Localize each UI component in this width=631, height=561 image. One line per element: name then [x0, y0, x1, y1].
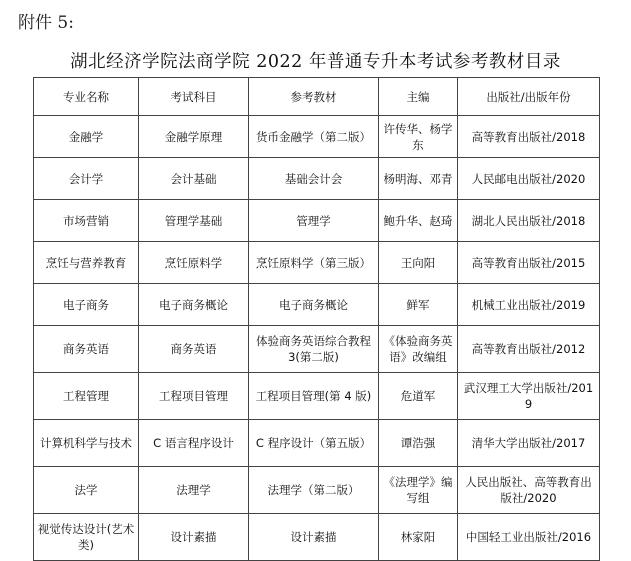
cell-publisher: 清华大学出版社/2017	[458, 420, 600, 467]
header-editor: 主编	[379, 78, 458, 116]
table-header-row	[34, 78, 600, 116]
cell-textbook: 货币金融学（第二版）	[249, 116, 379, 158]
cell-major: 商务英语	[34, 326, 139, 373]
table-row	[34, 420, 600, 467]
cell-subject: 工程项目管理	[139, 373, 249, 420]
cell-major: 计算机科学与技术	[34, 420, 139, 467]
cell-publisher: 机械工业出版社/2019	[458, 284, 600, 326]
cell-major: 金融学	[34, 116, 139, 158]
cell-textbook: C 程序设计（第五版）	[249, 420, 379, 467]
cell-publisher: 高等教育出版社/2012	[458, 326, 600, 373]
textbook-table	[33, 77, 600, 561]
cell-major: 工程管理	[34, 373, 139, 420]
table-row	[34, 373, 600, 420]
cell-publisher: 中国轻工业出版社/2016	[458, 514, 600, 561]
cell-subject: 电子商务概论	[139, 284, 249, 326]
cell-textbook: 工程项目管理(第 4 版)	[249, 373, 379, 420]
cell-subject: 商务英语	[139, 326, 249, 373]
cell-editor: 鲜军	[379, 284, 458, 326]
cell-editor: 鲍升华、赵琦	[379, 200, 458, 242]
header-major: 专业名称	[34, 78, 139, 116]
table-row	[34, 158, 600, 200]
cell-textbook: 管理学	[249, 200, 379, 242]
cell-major: 烹饪与营养教育	[34, 242, 139, 284]
cell-subject: 会计基础	[139, 158, 249, 200]
table-row	[34, 242, 600, 284]
cell-editor: 谭浩强	[379, 420, 458, 467]
table-row	[34, 284, 600, 326]
cell-textbook: 烹饪原料学（第三版）	[249, 242, 379, 284]
cell-publisher: 高等教育出版社/2015	[458, 242, 600, 284]
cell-subject: 法理学	[139, 467, 249, 514]
table-row	[34, 467, 600, 514]
cell-textbook: 体验商务英语综合教程 3(第二版)	[249, 326, 379, 373]
cell-major: 电子商务	[34, 284, 139, 326]
cell-editor: 危道军	[379, 373, 458, 420]
document-title: 湖北经济学院法商学院 2022 年普通专升本考试参考教材目录	[70, 52, 561, 72]
cell-subject: C 语言程序设计	[139, 420, 249, 467]
cell-subject: 管理学基础	[139, 200, 249, 242]
header-textbook: 参考教材	[249, 78, 379, 116]
cell-major: 市场营销	[34, 200, 139, 242]
cell-textbook: 电子商务概论	[249, 284, 379, 326]
cell-textbook: 设计素描	[249, 514, 379, 561]
cell-major: 会计学	[34, 158, 139, 200]
cell-major: 法学	[34, 467, 139, 514]
header-subject: 考试科目	[139, 78, 249, 116]
cell-subject: 烹饪原料学	[139, 242, 249, 284]
cell-textbook: 法理学（第二版）	[249, 467, 379, 514]
cell-editor: 林家阳	[379, 514, 458, 561]
cell-editor: 《体验商务英语》改编组	[379, 326, 458, 373]
cell-subject: 设计素描	[139, 514, 249, 561]
cell-publisher: 人民邮电出版社/2020	[458, 158, 600, 200]
attachment-label: 附件 5:	[18, 13, 74, 33]
table-row	[34, 116, 600, 158]
cell-editor: 许传华、杨学东	[379, 116, 458, 158]
cell-textbook: 基础会计会	[249, 158, 379, 200]
table-row	[34, 200, 600, 242]
table-row	[34, 514, 600, 561]
cell-publisher: 人民出版社、高等教育出版社/2020	[458, 467, 600, 514]
table-row	[34, 326, 600, 373]
cell-publisher: 武汉理工大学出版社/2019	[458, 373, 600, 420]
cell-editor: 王向阳	[379, 242, 458, 284]
cell-editor: 《法理学》编写组	[379, 467, 458, 514]
cell-major: 视觉传达设计(艺术类)	[34, 514, 139, 561]
cell-publisher: 高等教育出版社/2018	[458, 116, 600, 158]
cell-subject: 金融学原理	[139, 116, 249, 158]
header-publisher: 出版社/出版年份	[458, 78, 600, 116]
cell-editor: 杨明海、邓青	[379, 158, 458, 200]
cell-publisher: 湖北人民出版社/2018	[458, 200, 600, 242]
